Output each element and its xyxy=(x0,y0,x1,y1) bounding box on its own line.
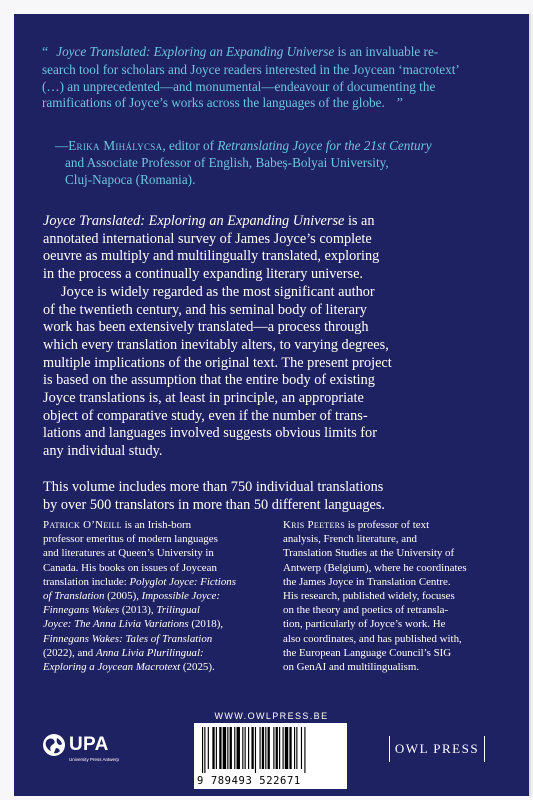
barcode-bar xyxy=(245,727,246,769)
quote-line-4: ramifications of Joyce’s works across the languages of the globe. ” xyxy=(42,95,403,112)
barcode-bar xyxy=(289,727,291,769)
barcode-bar xyxy=(283,727,284,769)
barcode-bar xyxy=(301,727,302,769)
barcode-bar xyxy=(273,727,274,769)
desc-p1-line: annotated international survey of James Joyce’s complete xyxy=(43,230,372,247)
barcode-bar xyxy=(265,727,266,769)
desc-p2-line: Joyce translations is, at least in principle, an appropriate xyxy=(43,390,364,407)
attribution-line-2: and Associate Professor of English, Babeș-Bolyai University, xyxy=(65,154,389,170)
barcode-bar xyxy=(227,727,228,769)
desc-p2-line: work has been extensively translated—a process through xyxy=(43,319,369,336)
barcode-bar xyxy=(294,727,295,769)
barcode-bar xyxy=(251,727,253,769)
barcode-bar xyxy=(276,727,278,769)
author-bio-oneill: Patrick O’Neill is an Irish-born professor emeritus of modern languages and literatures at Queen’s University in Canada. His books on issues of Joycean translation include: Polyglot Joyce: Fictions of Translation (2005), Impossible Joyce: Finnegans Wakes (2013), Trilingual Joyce: The Anna Livia Variations (2018), Finnegans Wakes: Tales of Translation (2022), and Anna Livia Plurilingual: Exploring a Joycean Macrotext (2025). xyxy=(43,519,236,674)
barcode-bar xyxy=(255,727,256,773)
quote-line-1: “ Joyce Translated: Exploring an Expanding Universe is an invaluable re- xyxy=(42,44,439,60)
barcode-bar xyxy=(204,727,205,773)
quote-attribution xyxy=(55,138,515,188)
isbn-barcode xyxy=(194,723,347,789)
barcode-bar xyxy=(279,727,280,769)
desc-p2-line: of the twentieth century, and his seminal body of literary xyxy=(43,301,367,318)
globe-icon xyxy=(42,733,66,757)
barcode-bar xyxy=(285,727,288,769)
barcode-bar xyxy=(262,727,264,769)
barcode-bar xyxy=(230,727,232,769)
paragraph-gap xyxy=(43,461,513,479)
open-quote-mark: “ xyxy=(42,45,49,60)
upa-logo xyxy=(42,732,142,768)
barcode-bar xyxy=(202,727,203,773)
attribution-book-title: Retranslating Joyce for the 21st Century xyxy=(217,138,432,153)
barcode-bar xyxy=(237,727,240,769)
barcode-bar xyxy=(304,727,305,773)
barcode-bar xyxy=(296,727,297,769)
barcode-bar xyxy=(208,727,209,769)
barcode-bar xyxy=(219,727,221,769)
barcode-bar xyxy=(268,727,270,769)
desc-p2-line: any individual study. xyxy=(43,443,163,460)
barcode-bar xyxy=(242,727,243,769)
desc-p2-line: object of comparative study, even if the number of trans- xyxy=(43,407,368,424)
quote-book-title: Joyce Translated: Exploring an Expanding Universe xyxy=(56,44,335,59)
barcode-bar xyxy=(216,727,217,769)
barcode-bar xyxy=(260,727,261,769)
book-description xyxy=(43,213,513,514)
barcode-bar xyxy=(248,727,249,769)
isbn-number: 9 789493 522671 xyxy=(197,775,301,787)
barcode-bar xyxy=(212,727,214,769)
author-bio-peeters: Kris Peeters is professor of text analysis, French literature, and Translation Studies at the University of Antwerp (Belgium), where he coordinates the James Joyce in Translation Centre. His research, published widely, focuses on the theory and poetics of retransla- tion, particularly of Joyce’s work. He also coordinates, and has published with, the European Language Council’s SIG on GenAI and multilingualism. xyxy=(283,519,467,674)
desc-p2-line: multiple implications of the original text. The present project xyxy=(43,354,392,371)
desc-p2-line: is based on the assumption that the entire body of existing xyxy=(43,372,375,389)
desc-p1-line: oeuvre as multiply and multilingually translated, exploring xyxy=(43,248,380,265)
endorsement-quote xyxy=(42,44,520,113)
back-cover xyxy=(14,14,529,796)
author-name: Kris Peeters xyxy=(283,519,346,531)
upa-wordmark: UPA xyxy=(69,734,109,755)
close-quote-mark: ” xyxy=(396,96,403,112)
desc-p1-line: Joyce Translated: Exploring an Expanding Universe is an xyxy=(43,213,375,229)
barcode-bar xyxy=(234,727,235,769)
desc-p2-line: which every translation inevitably alters, to varying degrees, xyxy=(43,336,389,353)
attribution-line-3: Cluj-Napoca (Romania). xyxy=(65,171,196,187)
desc-p2-line: Joyce is widely regarded as the most significant author xyxy=(61,283,375,300)
barcode-bar xyxy=(223,727,226,769)
attribution-line-1: —Erika Mihálycsa, editor of Retranslating Joyce for the 21st Century xyxy=(55,138,432,153)
attribution-name: Erika Mihálycsa xyxy=(68,138,163,153)
desc-p2-line: lations and languages involved suggests obvious limits for xyxy=(43,425,377,442)
desc-p3-line: This volume includes more than 750 individual translations xyxy=(43,478,384,495)
quote-line-2: search tool for scholars and Joyce readers interested in the Joycean ‘macrotext’ xyxy=(42,61,460,77)
desc-p1-line: in the process a continually expanding literary universe. xyxy=(43,266,363,283)
publisher-url: WWW.OWLPRESS.BE xyxy=(214,711,329,721)
barcode-bars xyxy=(200,727,341,773)
desc-p3-line: by over 500 translators in more than 50 different languages. xyxy=(43,496,385,513)
author-name: Patrick O’Neill xyxy=(43,519,122,531)
owl-press-logo: OWL PRESS xyxy=(389,736,485,762)
page-edge-shadow xyxy=(529,14,533,796)
upa-subtitle: University Press Antwerp xyxy=(69,757,120,762)
quote-line-3: (…) an unprecedented—and monumental—endeavour of documenting the xyxy=(42,78,436,94)
